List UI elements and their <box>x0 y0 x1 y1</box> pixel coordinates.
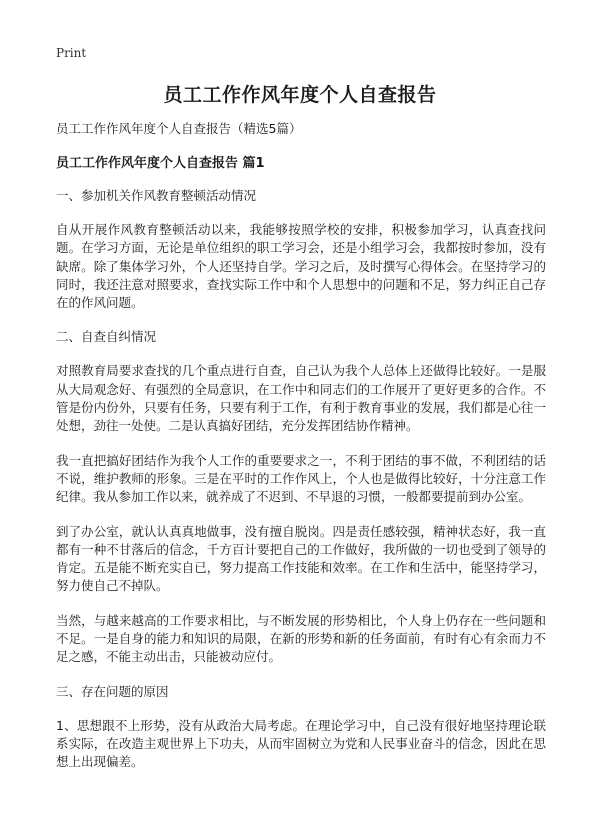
paragraph: 对照教育局要求查找的几个重点进行自查，自己认为我个人总体上还做得比较好。一是服从大局观念好、有强烈的全局意识，在工作中和同志们的工作展开了更好更多的合作。不管是份内份外，只要有任务，只要有利于工作，有利于教育事业的发展，我们都是心往一处想，劲往一处使。二是认真搞好团结，充分发挥团结协作精神。 <box>56 363 546 434</box>
sub-heading-self-check: 二、自查自纠情况 <box>56 329 157 345</box>
document-subtitle: 员工工作作风年度个人自查报告（精选5篇） <box>56 121 302 136</box>
print-link[interactable]: Print <box>56 46 87 60</box>
section-heading: 员工工作作风年度个人自查报告 篇1 <box>56 156 265 171</box>
paragraph: 1、思想跟不上形势，没有从政治大局考虑。在理论学习中，自己没有很好地坚持理论联系实际，在改造主观世界上下功夫，从而牢固树立为党和人民事业奋斗的信念，因此在思想上出现偏差。 <box>56 717 546 770</box>
paragraph: 自从开展作风教育整顿活动以来，我能够按照学校的安排，积极参加学习，认真查找问题。在学习方面，无论是单位组织的职工学习会，还是小组学习会，我都按时参加，没有缺席。除了集体学习外，个人还坚持自学。学习之后，及时撰写心得体会。在坚持学习的同时，我还注意对照要求，查找实际工作中和个人思想中的问题和不足，努力纠正自己存在的作风问题。 <box>56 222 546 311</box>
paragraph: 当然，与越来越高的工作要求相比，与不断发展的形势相比，个人身上仍存在一些问题和不足。一是自身的能力和知识的局限，在新的形势和新的任务面前，有时有心有余而力不足之感，不能主动出击，只能被动应付。 <box>56 612 546 665</box>
paragraph: 到了办公室，就认认真真地做事，没有擅自脱岗。四是责任感较强，精神状态好，我一直都有一种不甘落后的信念，千方百计要把自己的工作做好，我所做的一切也受到了领导的肯定。五是能不断充实自已，努力提高工作技能和效率。在工作和生活中，能坚持学习，努力使自己不掉队。 <box>56 523 546 594</box>
sub-heading-causes: 三、存在问题的原因 <box>56 683 169 699</box>
document-title: 员工工作作风年度个人自查报告 <box>163 84 437 106</box>
document-body <box>56 120 546 788</box>
sub-heading-participation: 一、参加机关作风教育整顿活动情况 <box>56 188 257 203</box>
paragraph: 我一直把搞好团结作为我个人工作的重要要求之一，不利于团结的事不做，不利团结的话不说，维护教师的形象。三是在平时的工作作风上，个人也是做得比较好，十分注意工作纪律。我从参加工作以来，就养成了不迟到、不早退的习惯，一般都要提前到办公室。 <box>56 452 546 505</box>
